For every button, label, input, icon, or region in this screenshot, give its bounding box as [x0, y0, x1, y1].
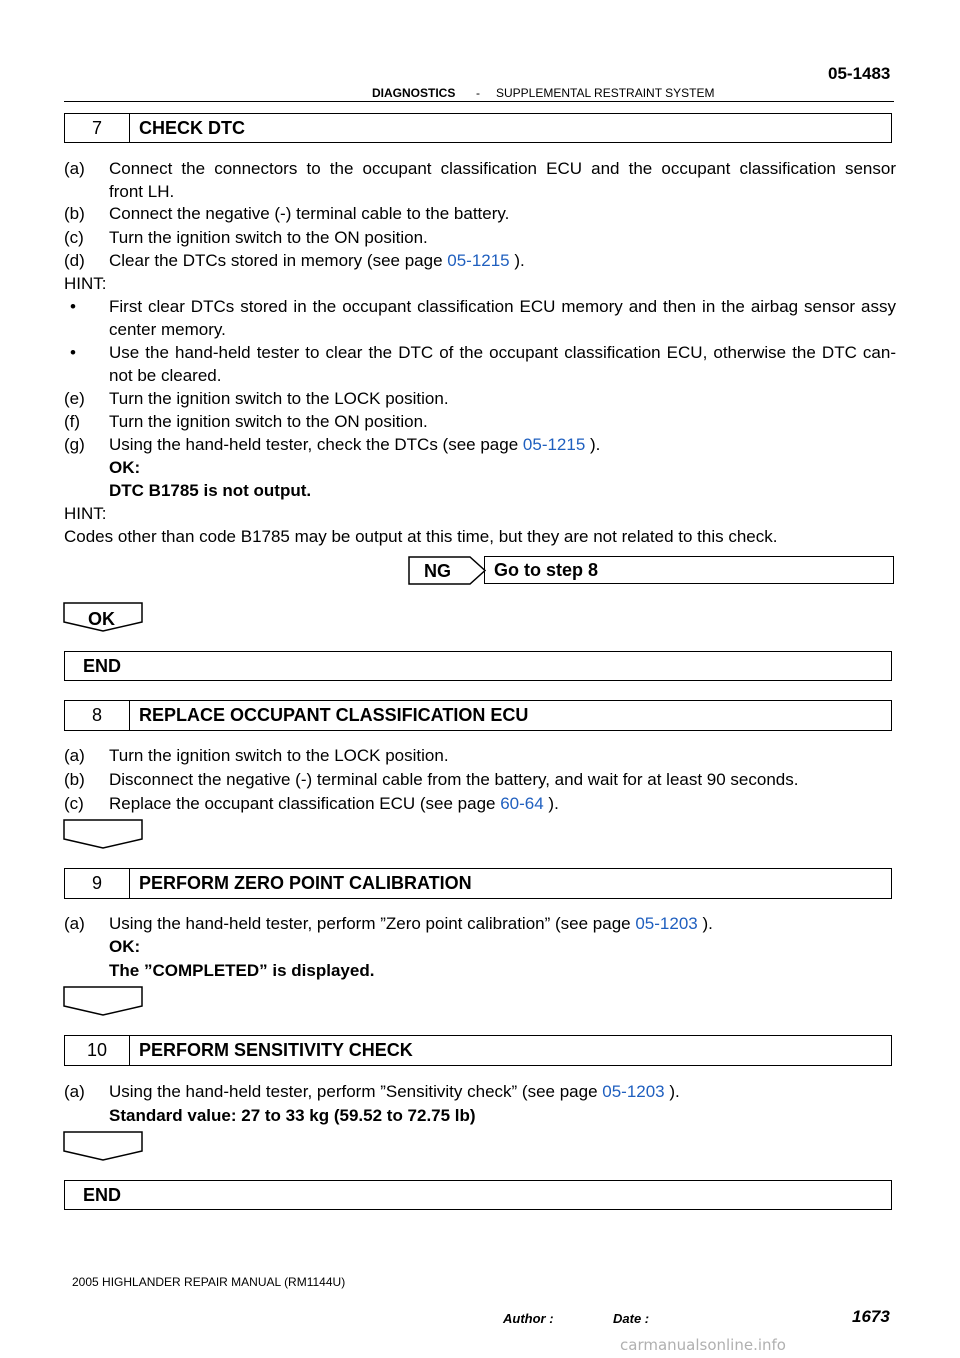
- item-label: (f): [64, 412, 81, 431]
- item-label: (g): [64, 435, 85, 454]
- item-label: (c): [64, 228, 84, 247]
- item-text: [109, 1081, 680, 1103]
- standard-value: Standard value: 27 to 33 kg (59.52 to 72.75 lb): [109, 1106, 476, 1125]
- ok-criteria: The ”COMPLETED” is displayed.: [109, 961, 375, 980]
- header-section: DIAGNOSTICS: [372, 86, 456, 100]
- step-9-header: [64, 868, 892, 899]
- ok-label: OK:: [109, 458, 141, 477]
- item-text: Disconnect the negative (-) terminal cable from the battery, and wait for at least 90 seconds.: [109, 770, 799, 789]
- bullet-text: not be cleared.: [109, 366, 222, 385]
- step-title: PERFORM SENSITIVITY CHECK: [139, 1040, 413, 1060]
- ng-action-box: [484, 556, 894, 584]
- item-label: (b): [64, 770, 85, 789]
- footer-page-number: 1673: [852, 1307, 890, 1326]
- bullet-icon: •: [70, 297, 76, 316]
- item-text: front LH.: [109, 182, 175, 201]
- continue-tab-shape: [63, 819, 143, 849]
- ok-label: OK:: [109, 937, 141, 956]
- header-subsection: SUPPLEMENTAL RESTRAINT SYSTEM: [496, 86, 715, 100]
- item-label: (b): [64, 204, 85, 223]
- item-text: [109, 913, 713, 935]
- step-8-header: [64, 700, 892, 731]
- item-label: (e): [64, 389, 85, 408]
- end-box: END: [64, 1180, 892, 1210]
- header-dash: -: [476, 86, 480, 100]
- continue-tab-shape: [63, 1131, 143, 1161]
- watermark: carmanualsonline.info: [620, 1336, 786, 1354]
- step-title: REPLACE OCCUPANT CLASSIFICATION ECU: [139, 705, 529, 725]
- step-number: 10: [65, 1036, 130, 1065]
- page-link[interactable]: 05-1215: [522, 435, 586, 454]
- page-number: 05-1483: [828, 64, 891, 83]
- page-link[interactable]: 05-1203: [635, 914, 698, 933]
- continue-tab-shape: [63, 986, 143, 1016]
- item-text: [109, 793, 559, 815]
- item-label: (a): [64, 746, 85, 765]
- item-text-part: Using the hand-held tester, check the DTCs (see page: [109, 435, 523, 454]
- page-link[interactable]: 60-64: [500, 794, 544, 813]
- item-text: Turn the ignition switch to the ON position.: [109, 412, 428, 431]
- item-text-part: Replace the occupant classification ECU (see page: [109, 794, 501, 813]
- step-number: 9: [65, 869, 130, 898]
- hint-text: Codes other than code B1785 may be output at this time, but they are not related to this check.: [64, 527, 778, 546]
- step-number: 7: [65, 114, 130, 142]
- bullet-text: Use the hand-held tester to clear the DTC of the occupant classification ECU, otherwise the DTC can-: [109, 343, 896, 362]
- bullet-icon: •: [70, 343, 76, 362]
- end-box: END: [64, 651, 892, 681]
- item-text-part: ).: [664, 1082, 680, 1101]
- item-text-part: ).: [585, 435, 601, 454]
- item-text-part: Using the hand-held tester, perform ”Sensitivity check” (see page: [109, 1082, 603, 1101]
- hint-label: HINT:: [64, 504, 107, 523]
- step-10-header: [64, 1035, 892, 1066]
- item-label: (d): [64, 251, 85, 270]
- item-text: Connect the negative (-) terminal cable to the battery.: [109, 204, 510, 223]
- ok-criteria: DTC B1785 is not output.: [109, 481, 312, 500]
- step-number: 8: [65, 701, 130, 730]
- item-text: [109, 434, 600, 456]
- item-label: (a): [64, 159, 85, 178]
- item-text: [109, 250, 525, 272]
- bullet-text: center memory.: [109, 320, 226, 339]
- item-text-part: ).: [697, 914, 713, 933]
- item-text: Turn the ignition switch to the ON position.: [109, 228, 428, 247]
- item-label: (a): [64, 914, 85, 933]
- item-label: (c): [64, 794, 84, 813]
- item-text-part: ).: [509, 251, 525, 270]
- bullet-text: First clear DTCs stored in the occupant classification ECU memory and then in the airbag sensor assy: [109, 297, 896, 316]
- item-label: (a): [64, 1082, 85, 1101]
- step-title: PERFORM ZERO POINT CALIBRATION: [139, 873, 472, 893]
- manual-footer: 2005 HIGHLANDER REPAIR MANUAL (RM1144U): [72, 1275, 346, 1289]
- hint-label: HINT:: [64, 274, 107, 293]
- item-text-part: Using the hand-held tester, perform ”Zero point calibration” (see page: [109, 914, 636, 933]
- ok-tab-label: OK: [88, 609, 115, 629]
- page-link[interactable]: 05-1215: [447, 251, 510, 270]
- ng-label: NG: [424, 561, 451, 581]
- item-text: Connect the connectors to the occupant classification ECU and the occupant classification sensor: [109, 159, 896, 178]
- ng-action-text: Go to step 8: [494, 559, 599, 580]
- author-label: Author :: [503, 1311, 554, 1326]
- date-label: Date :: [613, 1311, 650, 1326]
- item-text: Turn the ignition switch to the LOCK position.: [109, 389, 449, 408]
- step-title: CHECK DTC: [139, 117, 245, 138]
- item-text: Turn the ignition switch to the LOCK position.: [109, 746, 449, 765]
- step-7-header: [64, 113, 892, 143]
- header-rule: [64, 101, 894, 102]
- item-text-part: ).: [543, 794, 559, 813]
- page-link[interactable]: 05-1203: [602, 1082, 665, 1101]
- item-text-part: Clear the DTCs stored in memory (see page: [109, 251, 448, 270]
